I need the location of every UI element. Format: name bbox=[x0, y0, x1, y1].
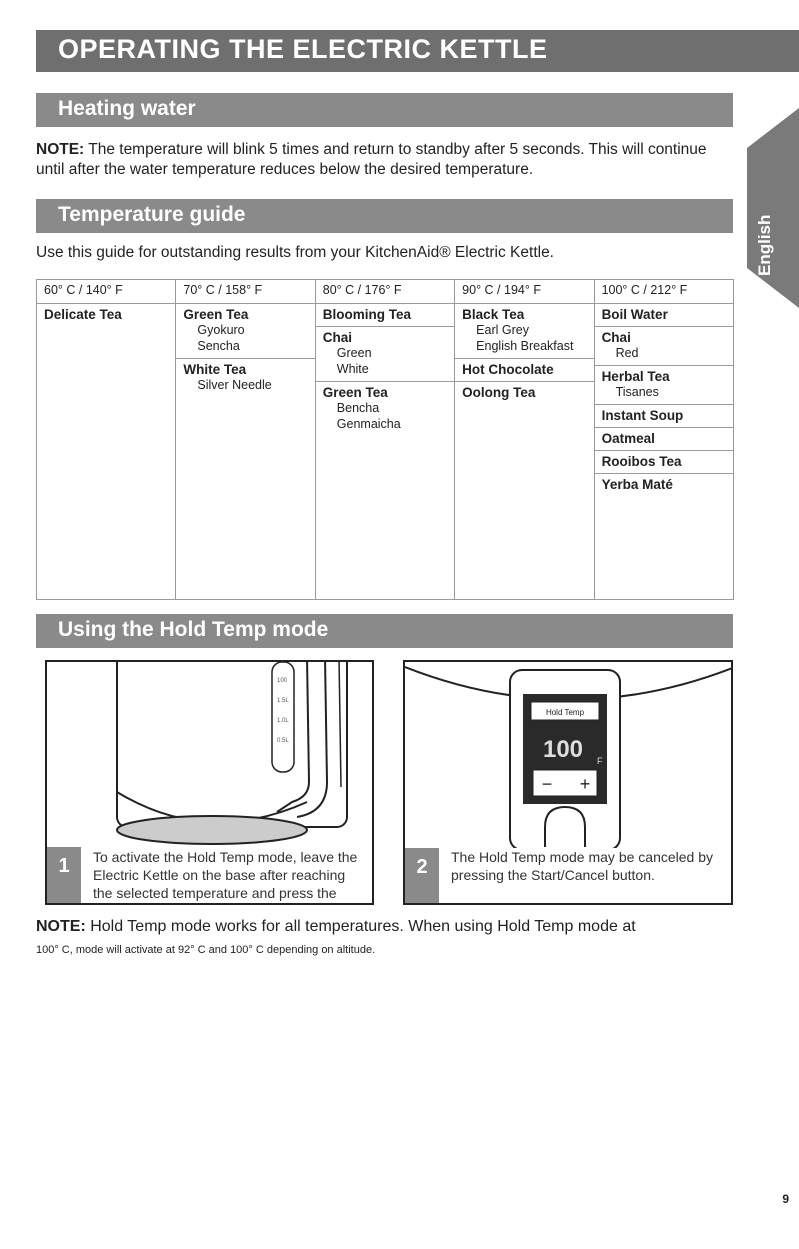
beverage-cell bbox=[315, 304, 454, 600]
beverage-group bbox=[176, 359, 314, 397]
beverage-variety: Sencha bbox=[197, 339, 240, 353]
section-heating-title: Heating water bbox=[36, 93, 733, 127]
language-tab bbox=[745, 108, 799, 308]
step-2-number: 2 bbox=[405, 848, 439, 904]
beverage-name: Black Tea bbox=[462, 307, 525, 322]
beverage-name: White Tea bbox=[183, 362, 247, 377]
svg-text:100: 100 bbox=[277, 678, 288, 684]
beverage-name: Green Tea bbox=[183, 307, 249, 322]
svg-text:1.5L: 1.5L bbox=[277, 698, 289, 704]
step-1-text: To activate the Hold Temp mode, leave the Electric Kettle on the base after reaching the selected temperature and press the bbox=[93, 849, 358, 901]
beverage-name: Instant Soup bbox=[601, 408, 684, 423]
beverage-name: Yerba Maté bbox=[601, 477, 673, 492]
kettle-figure bbox=[45, 660, 374, 905]
beverage-variety: Red bbox=[615, 346, 639, 360]
beverage-group bbox=[455, 304, 593, 359]
beverage-name: Oolong Tea bbox=[462, 385, 536, 400]
section-hold-title: Using the Hold Temp mode bbox=[36, 614, 733, 648]
beverage-cell bbox=[37, 304, 176, 600]
hold-temp-button-label: Hold Temp bbox=[545, 708, 585, 717]
beverage-variety: Genmaicha bbox=[336, 417, 401, 431]
beverage-group bbox=[176, 304, 314, 359]
temp-display: 100 bbox=[542, 736, 584, 763]
beverage-group bbox=[455, 382, 593, 404]
beverage-variety: Earl Grey bbox=[476, 323, 529, 337]
temperature-header: 70° C / 158° F bbox=[176, 280, 315, 304]
temperature-header-row bbox=[37, 280, 734, 304]
section-guide-title: Temperature guide bbox=[36, 199, 733, 233]
beverage-name: Green Tea bbox=[322, 385, 388, 400]
guide-intro: Use this guide for outstanding results from your KitchenAid® Electric Kettle. bbox=[36, 244, 554, 261]
beverage-name: Blooming Tea bbox=[322, 307, 412, 322]
temperature-header: 100° C / 212° F bbox=[594, 280, 733, 304]
beverage-name: Hot Chocolate bbox=[462, 362, 554, 377]
step-2-text: The Hold Temp mode may be canceled by pressing the Start/Cancel button. bbox=[451, 849, 713, 883]
beverage-group bbox=[595, 405, 733, 428]
heating-note bbox=[36, 140, 726, 180]
minus-button: − bbox=[541, 774, 553, 794]
tab-shape bbox=[745, 108, 799, 308]
temp-unit: F bbox=[597, 756, 603, 766]
hold-note-detail: 100° C, mode will activate at 92° C and 100° C depending on altitude. bbox=[36, 944, 376, 956]
svg-text:1.0L: 1.0L bbox=[277, 718, 289, 724]
beverage-group bbox=[316, 382, 454, 436]
step-1-number: 1 bbox=[47, 847, 81, 903]
page-title: OPERATING THE ELECTRIC KETTLE bbox=[36, 30, 799, 72]
beverage-cell bbox=[594, 304, 733, 600]
beverage-variety: Bencha bbox=[336, 401, 380, 415]
beverage-variety: English Breakfast bbox=[476, 339, 574, 353]
note-label: NOTE: bbox=[36, 141, 85, 158]
beverage-group bbox=[316, 304, 454, 327]
beverage-variety: White bbox=[336, 362, 369, 376]
beverage-group bbox=[37, 304, 175, 326]
beverage-group bbox=[595, 428, 733, 451]
beverage-group bbox=[316, 327, 454, 382]
page-number: 9 bbox=[782, 1192, 789, 1206]
hold-note-label: NOTE: bbox=[36, 918, 86, 935]
temperature-header: 80° C / 176° F bbox=[315, 280, 454, 304]
svg-text:0.5L: 0.5L bbox=[277, 738, 289, 744]
beverage-name: Herbal Tea bbox=[601, 369, 670, 384]
language-tab-label: English bbox=[755, 214, 774, 276]
temperature-guide-table bbox=[36, 279, 734, 600]
beverage-name: Delicate Tea bbox=[44, 307, 122, 322]
hold-note bbox=[36, 917, 726, 937]
beverage-group bbox=[595, 327, 733, 366]
beverage-name: Chai bbox=[601, 330, 631, 345]
beverage-variety: Green bbox=[336, 346, 372, 360]
hold-note-text: Hold Temp mode works for all temperatures. When using Hold Temp mode at bbox=[85, 918, 636, 935]
temperature-header: 90° C / 194° F bbox=[455, 280, 594, 304]
beverage-name: Chai bbox=[322, 330, 353, 345]
temperature-header: 60° C / 140° F bbox=[37, 280, 176, 304]
beverage-name: Boil Water bbox=[601, 307, 668, 322]
beverage-name: Rooibos Tea bbox=[601, 454, 682, 469]
beverage-row bbox=[37, 304, 734, 600]
beverage-name: Oatmeal bbox=[601, 431, 655, 446]
beverage-variety: Silver Needle bbox=[197, 378, 272, 392]
beverage-group bbox=[595, 304, 733, 327]
beverage-cell bbox=[455, 304, 594, 600]
beverage-group bbox=[595, 451, 733, 474]
note-text: The temperature will blink 5 times and return to standby after 5 seconds. This will continue until after the water temperature reduces below the desired temperature. bbox=[36, 141, 707, 178]
control-panel-figure bbox=[403, 660, 733, 905]
beverage-variety: Tisanes bbox=[615, 385, 659, 399]
beverage-group bbox=[595, 474, 733, 496]
beverage-variety: Gyokuro bbox=[197, 323, 245, 337]
beverage-cell bbox=[176, 304, 315, 600]
plus-button: + bbox=[579, 774, 591, 794]
beverage-group bbox=[595, 366, 733, 405]
beverage-group bbox=[455, 359, 593, 382]
